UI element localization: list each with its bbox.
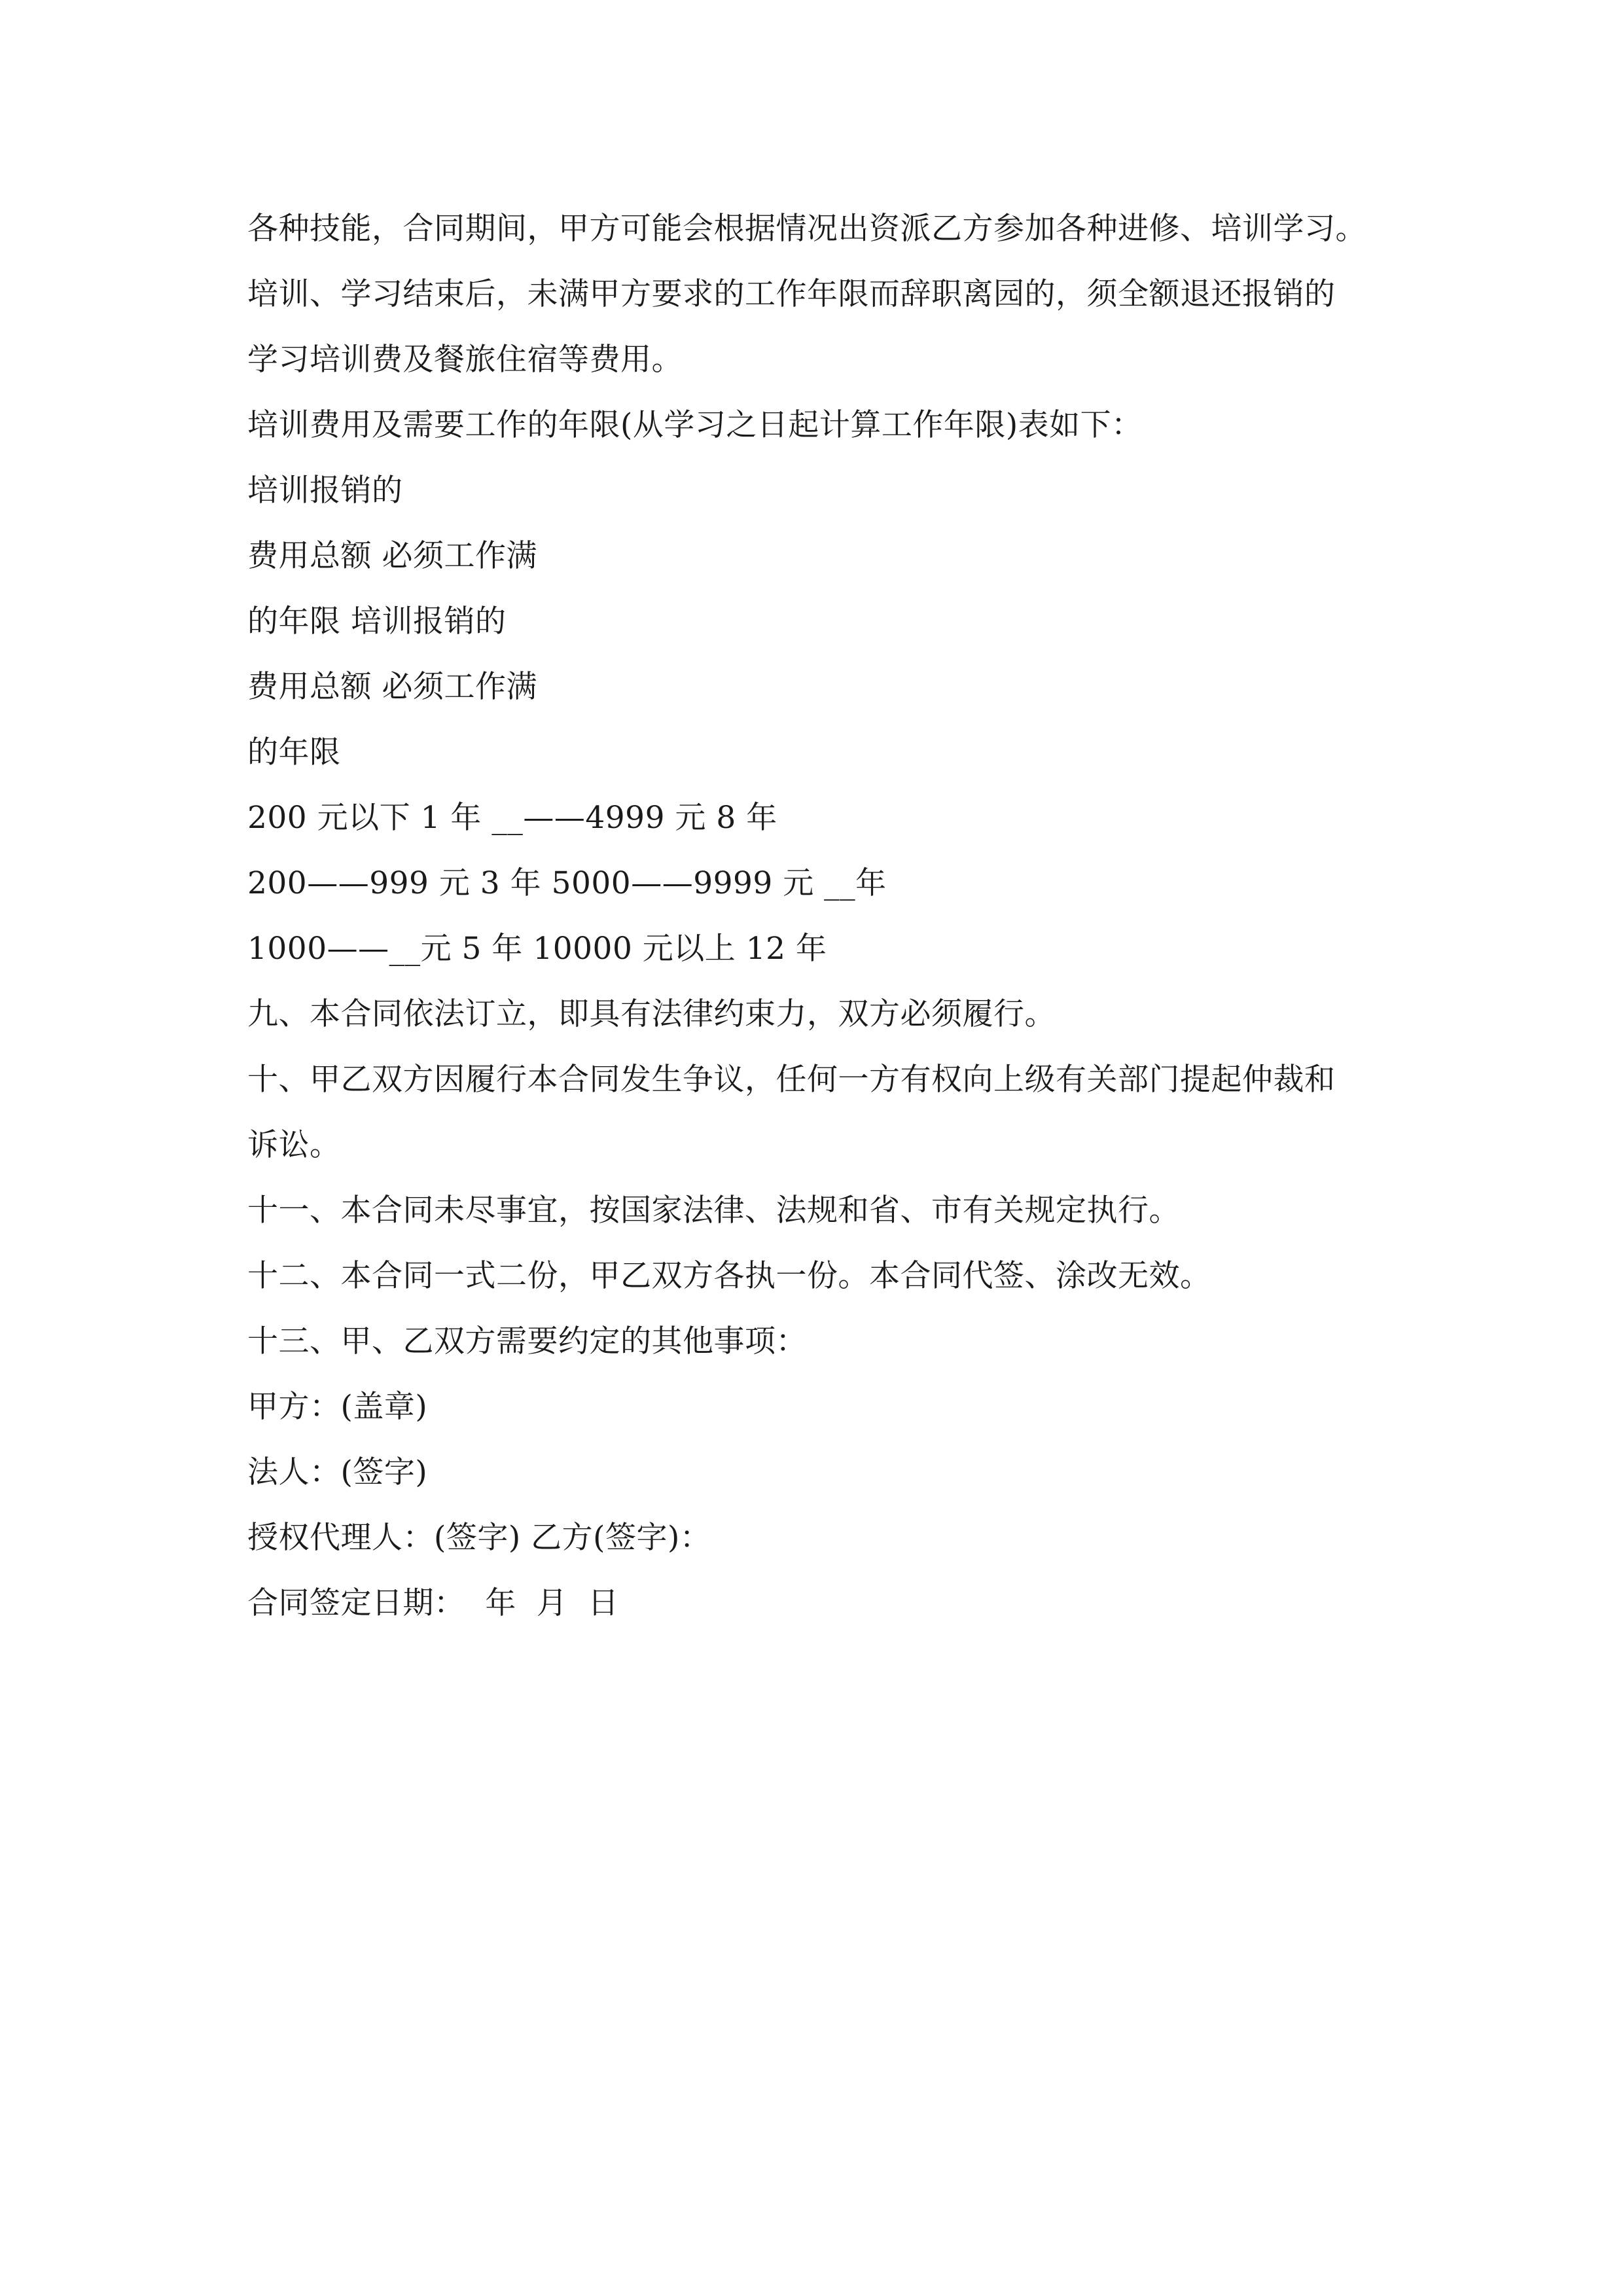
signature-legal-person: 法人：(签字) xyxy=(247,1454,428,1490)
table-header-line: 费用总额 必须工作满 xyxy=(247,669,537,705)
clause-ten: 十、甲乙双方因履行本合同发生争议，任何一方有权向上级有关部门提起仲裁和 xyxy=(247,1062,1336,1098)
clause-twelve: 十二、本合同一式二份，甲乙双方各执一份。本合同代签、涂改无效。 xyxy=(247,1258,1211,1294)
signature-party-a: 甲方：(盖章) xyxy=(247,1389,428,1425)
clause-nine: 九、本合同依法订立，即具有法律约束力，双方必须履行。 xyxy=(247,996,1056,1032)
clause-thirteen: 十三、甲、乙双方需要约定的其他事项： xyxy=(247,1323,807,1359)
clause-ten-cont: 诉讼。 xyxy=(247,1127,341,1163)
table-row: 200 元以下 1 年 __——4999 元 8 年 xyxy=(247,800,777,836)
document-body xyxy=(247,196,1491,1636)
table-header-line: 的年限 培训报销的 xyxy=(247,603,507,639)
table-header-line: 培训报销的 xyxy=(247,473,403,509)
signature-agent-party-b: 授权代理人：(签字) 乙方(签字)： xyxy=(247,1520,711,1556)
table-row: 1000——__元 5 年 10000 元以上 12 年 xyxy=(247,931,827,967)
table-header-line: 的年限 xyxy=(247,734,341,770)
clause-eleven: 十一、本合同未尽事宜，按国家法律、法规和省、市有关规定执行。 xyxy=(247,1193,1180,1229)
table-header-line: 费用总额 必须工作满 xyxy=(247,538,537,574)
text-line-training-intro: 各种技能，合同期间，甲方可能会根据情况出资派乙方参加各种进修、培训学习。 xyxy=(247,211,1366,247)
text-line-refund-clause: 培训、学习结束后，未满甲方要求的工作年限而辞职离园的，须全额退还报销的 xyxy=(247,276,1336,312)
text-line-table-intro: 培训费用及需要工作的年限(从学习之日起计算工作年限)表如下： xyxy=(247,407,1143,443)
table-row: 200——999 元 3 年 5000——9999 元 __年 xyxy=(247,865,887,901)
text-line-refund-clause-cont: 学习培训费及餐旅住宿等费用。 xyxy=(247,342,683,378)
contract-sign-date: 合同签定日期： 年 月 日 xyxy=(247,1585,619,1621)
